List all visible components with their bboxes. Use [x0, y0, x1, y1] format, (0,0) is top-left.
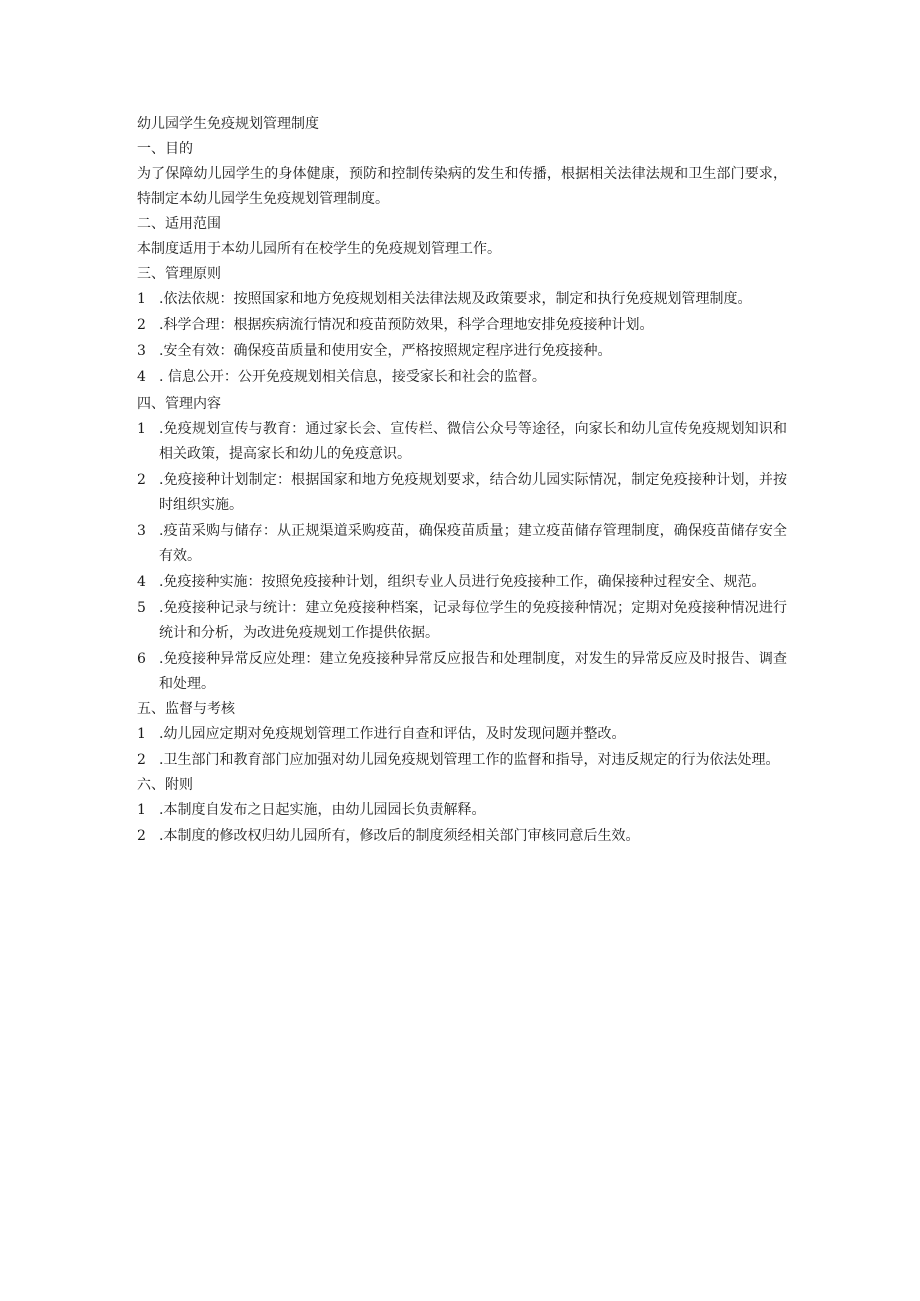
list-item-number: 3: [137, 343, 146, 359]
section-heading: 二、适用范围: [137, 216, 221, 232]
list-item: [137, 722, 787, 747]
paragraph: 本制度适用于本幼儿园所有在校学生的免疫规划管理工作。: [137, 241, 501, 257]
list-item-number: 3: [137, 523, 146, 539]
section-heading: 四、管理内容: [137, 396, 221, 412]
section-heading: 一、目的: [137, 141, 193, 157]
list-item-text: .免疫接种记录与统计：建立免疫接种档案，记录每位学生的免疫接种情况；定期对免疫接种情况进行统计和分析，为改进免疫规划工作提供依据。: [159, 600, 787, 641]
list-item-text: .安全有效：确保疫苗质量和使用安全，严格按照规定程序进行免疫接种。: [159, 343, 612, 359]
list-item-number: 6: [137, 651, 146, 667]
document-title: 幼儿园学生免疫规划管理制度: [137, 116, 319, 132]
list-item-text: .科学合理：根据疾病流行情况和疫苗预防效果，科学合理地安排免疫接种计划。: [159, 317, 654, 333]
list-item: [137, 417, 787, 467]
section-heading: 五、监督与考核: [137, 701, 235, 717]
section-purpose: [137, 137, 787, 212]
list-item: [137, 287, 787, 312]
list-item-text: . 信息公开：公开免疫规划相关信息，接受家长和社会的监督。: [159, 369, 546, 385]
list-item: [137, 748, 787, 773]
list-item-text: .疫苗采购与储存：从正规渠道采购疫苗，确保疫苗质量；建立疫苗储存管理制度，确保疫苗储存安全有效。: [159, 523, 787, 564]
section-supplementary: [137, 773, 787, 849]
list-item-text: .本制度自发布之日起实施，由幼儿园园长负责解释。: [159, 802, 486, 818]
list-item: [137, 824, 787, 849]
list-item-text: .免疫接种实施：按照免疫接种计划，组织专业人员进行免疫接种工作，确保接种过程安全、规范。: [159, 574, 766, 590]
section-heading: 三、管理原则: [137, 266, 221, 282]
section-contents: [137, 392, 787, 697]
list-item: [137, 313, 787, 338]
section-scope: [137, 212, 787, 262]
list-item-number: 5: [137, 600, 146, 616]
list-item-number: 1: [137, 726, 146, 742]
section-heading: 六、附则: [137, 777, 193, 793]
list-item: [137, 519, 787, 569]
list-item-text: .免疫接种异常反应处理：建立免疫接种异常反应报告和处理制度，对发生的异常反应及时报告、调查和处理。: [159, 651, 787, 692]
paragraph: 为了保障幼儿园学生的身体健康，预防和控制传染病的发生和传播，根据相关法律法规和卫生部门要求，特制定本幼儿园学生免疫规划管理制度。: [137, 166, 787, 207]
list-item: [137, 596, 787, 646]
list-item-text: .本制度的修改权归幼儿园所有，修改后的制度须经相关部门审核同意后生效。: [159, 828, 640, 844]
list-item-text: .依法依规：按照国家和地方免疫规划相关法律法规及政策要求，制定和执行免疫规划管理制度。: [159, 291, 752, 307]
list-item-text: .免疫接种计划制定：根据国家和地方免疫规划要求，结合幼儿园实际情况，制定免疫接种计划，并按时组织实施。: [159, 472, 787, 513]
list-item-number: 1: [137, 291, 146, 307]
list-item-number: 1: [137, 802, 146, 818]
list-item-number: 2: [137, 317, 146, 333]
list-item-number: 4: [137, 574, 146, 590]
list-item: [137, 365, 787, 390]
list-item: [137, 339, 787, 364]
list-item-text: .幼儿园应定期对免疫规划管理工作进行自查和评估，及时发现问题并整改。: [159, 726, 626, 742]
document-page: [137, 112, 787, 849]
list-item: [137, 647, 787, 697]
list-item: [137, 468, 787, 518]
list-item-number: 1: [137, 421, 146, 437]
list-item-number: 4: [137, 369, 146, 385]
list-item: [137, 798, 787, 823]
list-item-number: 2: [137, 752, 146, 768]
list-item-text: .免疫规划宣传与教育：通过家长会、宣传栏、微信公众号等途径，向家长和幼儿宣传免疫规划知识和相关政策，提高家长和幼儿的免疫意识。: [159, 421, 787, 462]
section-principles: [137, 262, 787, 390]
list-item-number: 2: [137, 472, 146, 488]
list-item: [137, 570, 787, 595]
list-item-number: 2: [137, 828, 146, 844]
section-supervision: [137, 697, 787, 773]
list-item-text: .卫生部门和教育部门应加强对幼儿园免疫规划管理工作的监督和指导，对违反规定的行为依法处理。: [159, 752, 780, 768]
